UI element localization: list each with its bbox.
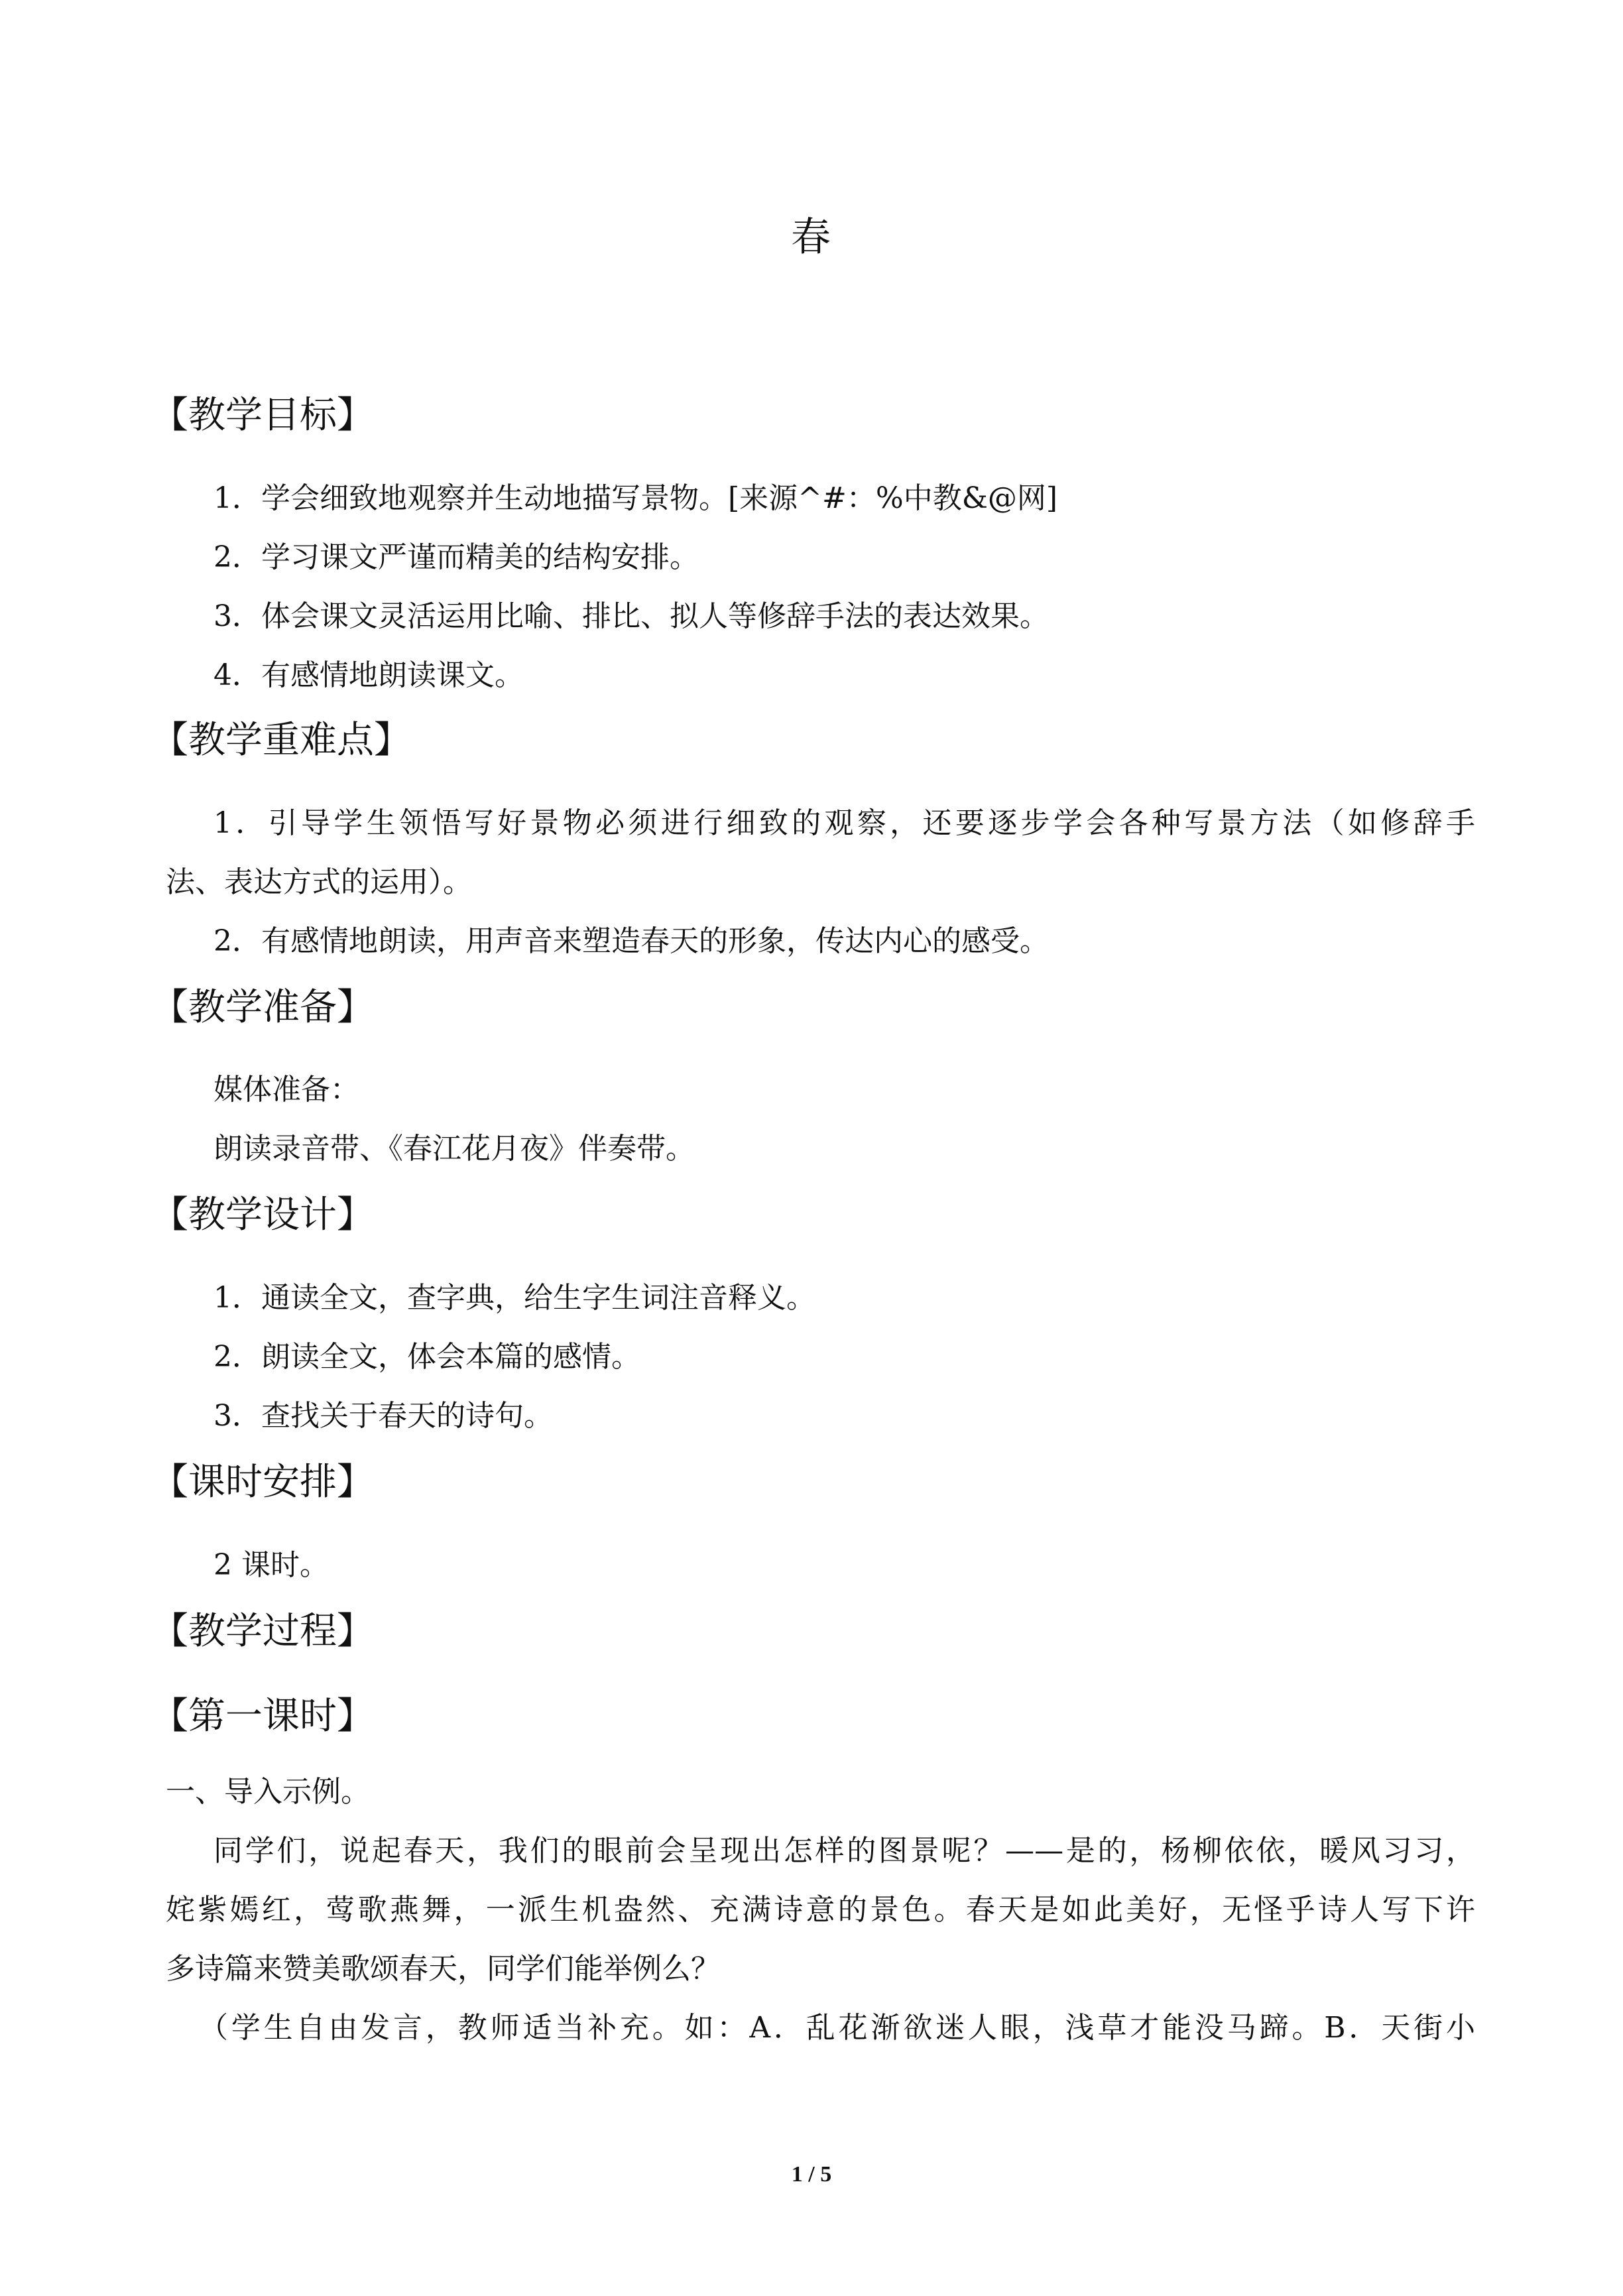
design-item: 3．查找关于春天的诗句。 (213, 1399, 553, 1433)
design-item: 1．通读全文，查字典，给生字生词注音释义。 (213, 1281, 815, 1315)
section-heading-schedule: 【课时安排】 (151, 1461, 374, 1504)
objective-item: 4．有感情地朗读课文。 (213, 658, 524, 692)
paragraph-line: 姹紫嫣红，莺歌燕舞，一派生机盎然、充满诗意的景色。春天是如此美好，无怪乎诗人写下许 (166, 1893, 1475, 1927)
section-heading-lesson1: 【第一课时】 (151, 1695, 374, 1738)
design-item: 2．朗读全文，体会本篇的感情。 (213, 1340, 640, 1374)
schedule-text: 2 课时。 (213, 1548, 329, 1582)
objective-item: 1．学会细致地观察并生动地描写景物。[来源^#：%中教&@网] (213, 481, 1058, 515)
keypoint-item: 1．引导学生领悟写好景物必须进行细致的观察，还要逐步学会各种写景方法（如修辞手 (213, 806, 1475, 840)
keypoint-item: 2．有感情地朗读，用声音来塑造春天的形象，传达内心的感受。 (213, 924, 1049, 958)
keypoint-item-continuation: 法、表达方式的运用）。 (166, 865, 472, 899)
section-heading-design: 【教学设计】 (151, 1193, 374, 1237)
prep-line: 媒体准备： (213, 1073, 359, 1107)
document-title: 春 (791, 214, 832, 261)
page-number: 1 / 5 (791, 2162, 832, 2187)
section-heading-keypoints: 【教学重难点】 (151, 719, 411, 762)
section-heading-process: 【教学过程】 (151, 1610, 374, 1653)
objective-item: 3．体会课文灵活运用比喻、排比、拟人等修辞手法的表达效果。 (213, 599, 1049, 633)
section-heading-prep: 【教学准备】 (151, 986, 374, 1029)
prep-line: 朗读录音带、《春江花月夜》伴奏带。 (213, 1132, 695, 1166)
paragraph-line: 多诗篇来赞美歌颂春天，同学们能举例么？ (166, 1952, 720, 1986)
paragraph-line: （学生自由发言，教师适当补充。如：A．乱花渐欲迷人眼，浅草才能没马蹄。B．天街小 (199, 2011, 1475, 2045)
section-heading-objectives: 【教学目标】 (151, 394, 374, 437)
objective-item: 2．学习课文严谨而精美的结构安排。 (213, 540, 699, 574)
paragraph-line: 同学们，说起春天，我们的眼前会呈现出怎样的图景呢？——是的，杨柳依依，暖风习习， (213, 1834, 1475, 1868)
intro-label: 一、导入示例。 (166, 1775, 370, 1809)
